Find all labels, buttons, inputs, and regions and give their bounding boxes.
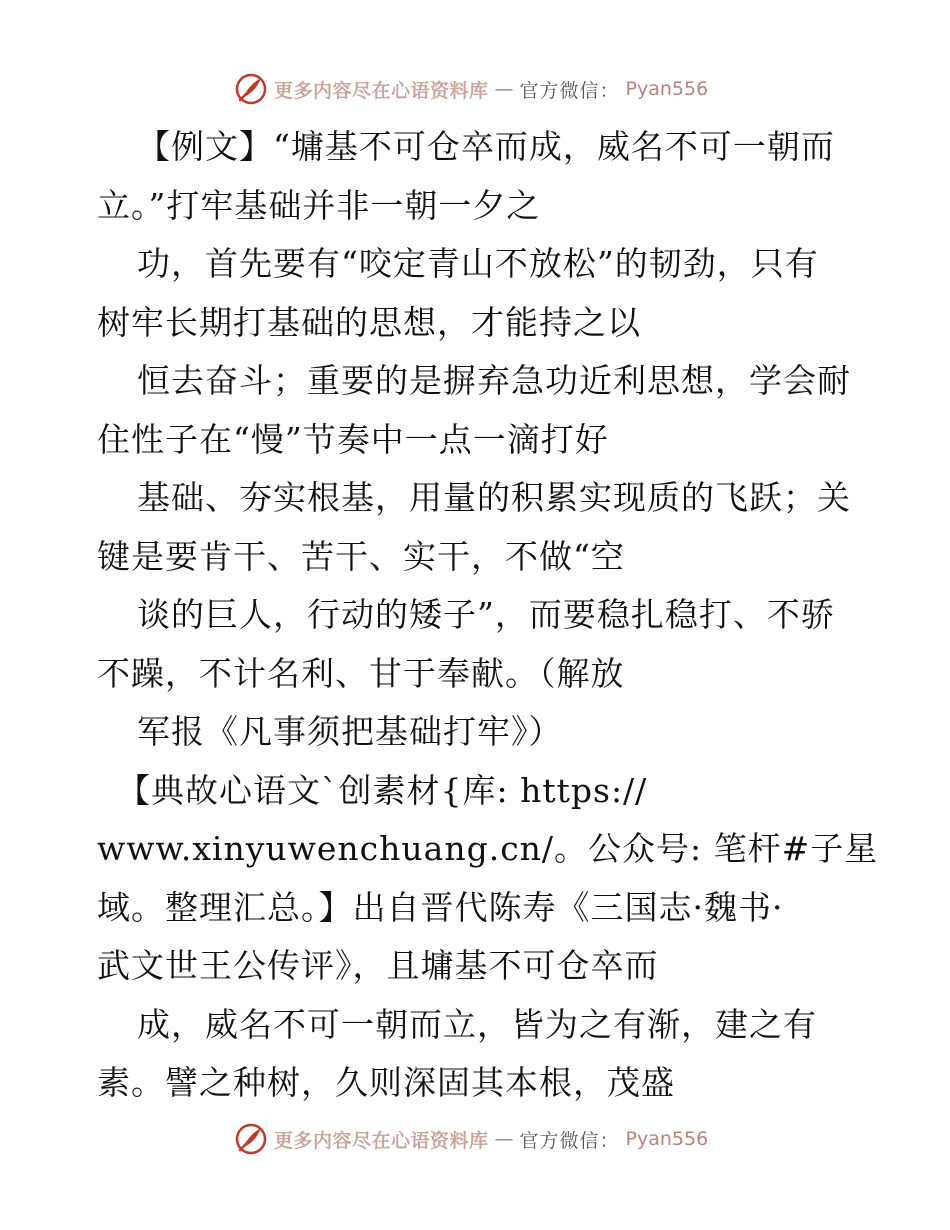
text-line: 立。”打牢基础并非一朝一夕之 bbox=[97, 185, 541, 225]
banner-wechat-id: Pyan556 bbox=[625, 1128, 709, 1150]
text-line: 不躁，不计名利、甘于奉献。（解放 bbox=[97, 653, 625, 693]
text-line: 基础、夯实根基，用量的积累实现质的飞跃；关 bbox=[137, 478, 851, 517]
quill-logo-icon bbox=[234, 1122, 268, 1156]
document-body bbox=[97, 118, 879, 1113]
banner-dash: — bbox=[494, 1128, 514, 1150]
banner-wechat-id: Pyan556 bbox=[625, 78, 709, 100]
text-line: 域。整理汇总。】出自晋代陈寿《三国志·魏书· bbox=[97, 887, 784, 927]
text-line: 树牢长期打基础的思想，才能持之以 bbox=[97, 302, 641, 342]
text-line: 谈的巨人，行动的矮子”，而要稳扎稳打、不骄 bbox=[137, 595, 835, 634]
text-line: 恒去奋斗；重要的是摒弃急功近利思想，学会耐 bbox=[137, 361, 851, 400]
quill-logo-icon bbox=[234, 72, 268, 106]
banner-dash: — bbox=[494, 78, 514, 100]
header-watermark bbox=[234, 72, 708, 106]
banner-sub-text: 官方微信： bbox=[519, 1129, 620, 1152]
text-line: 成，威名不可一朝而立，皆为之有渐，建之有 bbox=[137, 1004, 817, 1044]
text-line: 住性子在“慢”节奏中一点一滴打好 bbox=[97, 419, 609, 459]
text-line: 键是要肯干、苦干、实干，不做“空 bbox=[97, 536, 625, 576]
footer-watermark bbox=[234, 1122, 708, 1156]
text-line: 功，首先要有“咬定青山不放松”的韧劲，只有 bbox=[137, 244, 819, 283]
banner-sub-text: 官方微信： bbox=[519, 79, 620, 102]
text-line: 【典故心语文`创素材{库: https:// bbox=[117, 770, 648, 810]
text-line: 【例文】“墉基不可仓卒而成，威名不可一朝而 bbox=[137, 127, 835, 166]
text-line: 素。譬之种树，久则深固其本根，茂盛 bbox=[97, 1063, 675, 1102]
text-line: 军报《凡事须把基础打牢》） bbox=[137, 712, 563, 751]
text-line: 武文世王公传评》，且墉基不可仓卒而 bbox=[97, 946, 659, 985]
banner-main-text: 更多内容尽在心语资料库 bbox=[274, 79, 489, 102]
banner-main-text: 更多内容尽在心语资料库 bbox=[274, 1129, 489, 1152]
text-line: www.xinyuwenchuang.cn/。公众号: 笔杆#子星 bbox=[97, 829, 879, 868]
